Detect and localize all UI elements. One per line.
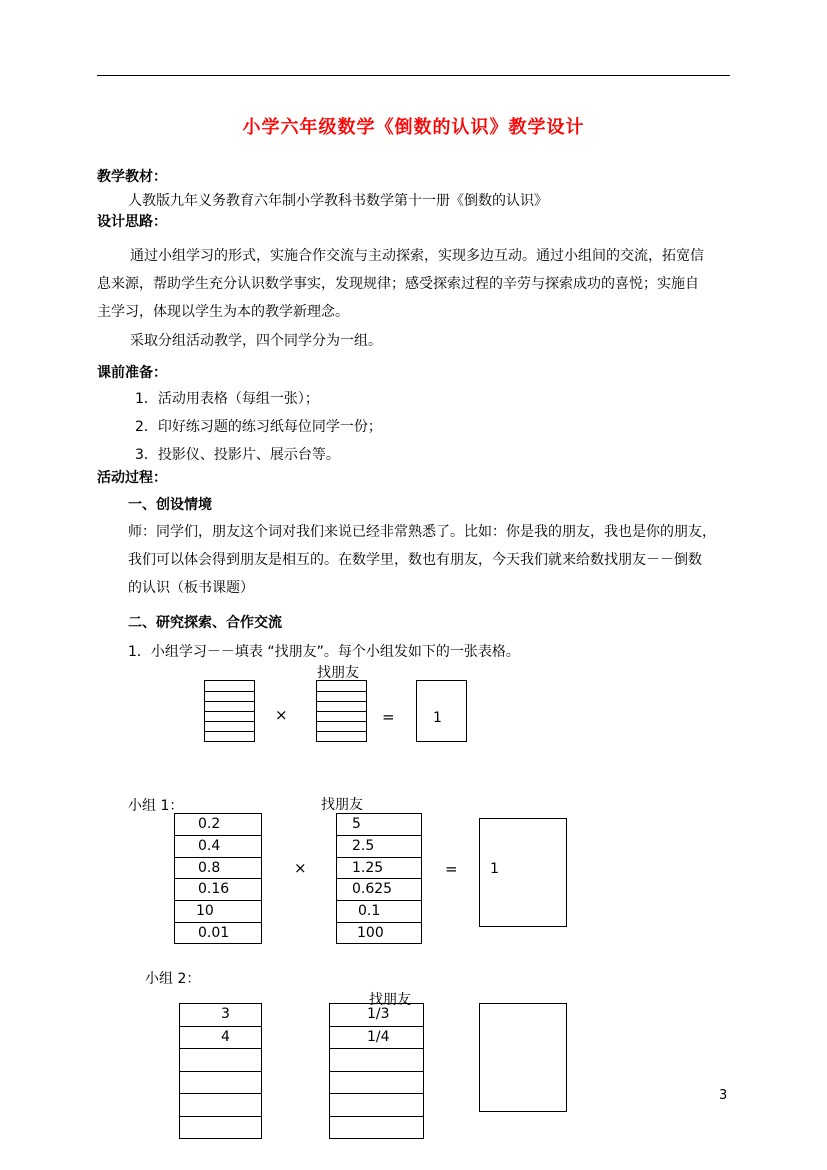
template-times-sign: × xyxy=(275,706,288,724)
material-heading: 教学教材： xyxy=(97,169,167,185)
group1-left-cell: 0.16 xyxy=(198,881,230,898)
group1-right-cell: 5 xyxy=(352,816,361,832)
group1-right-row-divider xyxy=(336,857,422,858)
group2-left-cell: 3 xyxy=(221,1006,230,1022)
group1-caption: 找朋友 xyxy=(321,797,363,813)
group2-right-row-divider xyxy=(329,1026,424,1027)
group1-left-row-divider xyxy=(174,900,262,901)
prep-item-3: 3．投影仪、投影片、展示台等。 xyxy=(135,447,340,463)
section1-line-2: 我们可以体会得到朋友是相互的。在数学里，数也有朋友，今天我们就来给数找朋友－－倒数 xyxy=(128,552,702,568)
prep-item-1: 1．活动用表格（每组一张）； xyxy=(135,391,319,407)
template-left-grid xyxy=(204,680,255,742)
group1-label: 小组 1： xyxy=(128,798,184,814)
template-equals-sign: = xyxy=(382,708,395,726)
section1-line-3: 的认识（板书课题） xyxy=(128,580,254,596)
group1-right-row-divider xyxy=(336,835,422,836)
group1-right-row-divider xyxy=(336,900,422,901)
template-result: 1 xyxy=(433,710,442,726)
group1-left-row-divider xyxy=(174,857,262,858)
design-line-3: 主学习，体现以学生为本的教学新理念。 xyxy=(97,304,349,320)
group2-left-cell: 4 xyxy=(221,1028,230,1045)
group1-left-cell: 10 xyxy=(196,903,214,920)
group1-right-cell: 0.1 xyxy=(358,903,381,920)
group2-result-box xyxy=(479,1003,567,1112)
group2-left-row-divider xyxy=(179,1093,262,1094)
process-heading: 活动过程： xyxy=(97,470,167,486)
group1-left-row-divider xyxy=(174,835,262,836)
group1-times-sign: × xyxy=(294,859,307,877)
template-caption: 找朋友 xyxy=(317,665,359,681)
group2-label: 小组 2： xyxy=(145,971,201,987)
group1-left-cell: 0.01 xyxy=(198,925,230,941)
group2-caption: 找朋友 xyxy=(369,992,411,1008)
group1-right-row-divider xyxy=(336,878,422,879)
group1-result: 1 xyxy=(490,861,499,877)
group2-right-row-divider xyxy=(329,1071,424,1072)
design-line-1: 通过小组学习的形式，实施合作交流与主动探索，实现多边互动。通过小组间的交流，拓宽信 xyxy=(130,248,704,264)
group1-left-cell: 0.8 xyxy=(198,859,221,876)
section2-item-1: 1．小组学习－－填表 “找朋友”。每个小组发如下的一张表格。 xyxy=(128,644,520,660)
group2-left-row-divider xyxy=(179,1116,262,1117)
section2-heading: 二、研究探索、合作交流 xyxy=(128,615,282,631)
group2-left-row-divider xyxy=(179,1071,262,1072)
group2-right-row-divider xyxy=(329,1116,424,1117)
group2-left-row-divider xyxy=(179,1048,262,1049)
group1-left-cell: 0.2 xyxy=(198,816,221,832)
group2-right-cell: 1/3 xyxy=(367,1006,390,1022)
group1-right-cell: 2.5 xyxy=(352,837,375,854)
prep-item-2: 2．印好练习题的练习纸每位同学一份； xyxy=(135,419,382,435)
design-line-2: 息来源，帮助学生充分认识数学事实，发现规律；感受探索过程的辛劳与探索成功的喜悦；实施自 xyxy=(97,276,699,292)
template-result-box xyxy=(416,680,467,742)
design-line-4: 采取分组活动教学，四个同学分为一组。 xyxy=(130,333,382,349)
design-heading: 设计思路： xyxy=(97,214,167,230)
material-text: 人教版九年义务教育六年制小学教科书数学第十一册《倒数的认识》 xyxy=(128,193,548,209)
group1-right-cell: 0.625 xyxy=(352,881,393,898)
group2-right-row-divider xyxy=(329,1093,424,1094)
group1-left-row-divider xyxy=(174,922,262,923)
document-title: 小学六年级数学《倒数的认识》教学设计 xyxy=(242,117,585,138)
group2-right-row-divider xyxy=(329,1048,424,1049)
template-right-grid xyxy=(316,680,367,742)
section1-line-1: 师：同学们，朋友这个词对我们来说已经非常熟悉了。比如：你是我的朋友，我也是你的朋友， xyxy=(128,524,716,540)
group1-equals-sign: = xyxy=(445,860,458,878)
group2-right-cell: 1/4 xyxy=(367,1028,390,1045)
group1-right-cell: 1.25 xyxy=(352,859,384,876)
page-number: 3 xyxy=(719,1088,728,1103)
group2-left-row-divider xyxy=(179,1026,262,1027)
prep-heading: 课前准备： xyxy=(97,365,167,381)
group1-result-box xyxy=(479,818,567,927)
section1-heading: 一、创设情境 xyxy=(128,497,212,513)
group1-left-row-divider xyxy=(174,878,262,879)
group1-right-cell: 100 xyxy=(357,925,384,941)
group1-left-cell: 0.4 xyxy=(198,837,221,854)
group1-right-row-divider xyxy=(336,922,422,923)
header-rule xyxy=(97,75,730,76)
